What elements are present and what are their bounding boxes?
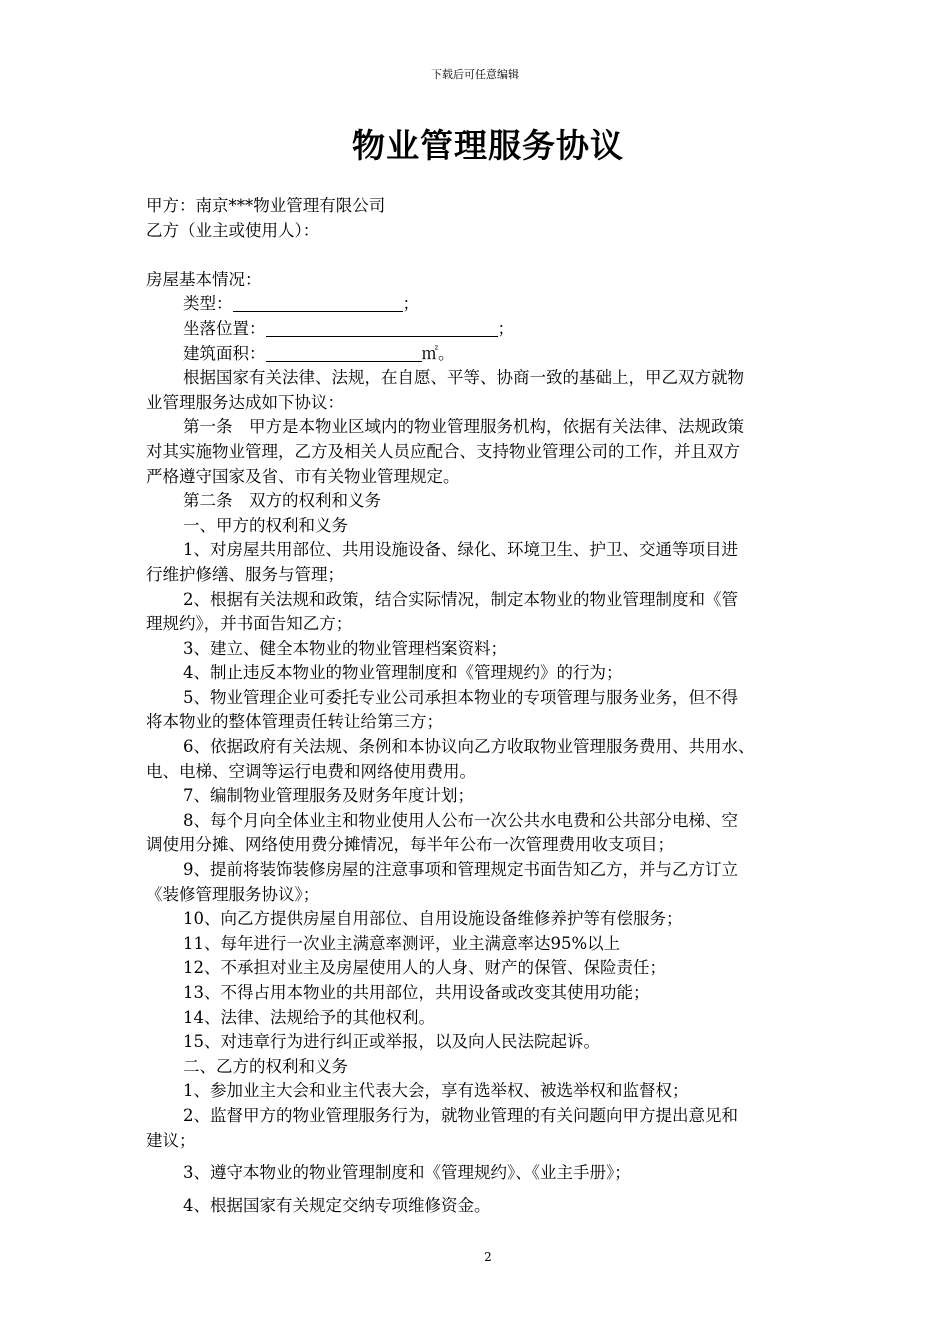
house-area-end: ㎡。 (421, 343, 455, 363)
house-location-end: ； (497, 318, 514, 338)
text-line: 2、根据有关法规和政策，结合实际情况，制定本物业的物业管理制度和《管 (183, 589, 738, 609)
text-line: 对其实施物业管理，乙方及相关人员应配合、支持物业管理公司的工作，并且双方 (146, 441, 740, 461)
text-line: 7、编制物业管理服务及财务年度计划； (183, 786, 474, 806)
text-line: 第二条 双方的权利和义务 (183, 491, 381, 511)
text-line: 11、每年进行一次业主满意率测评，业主满意率达95%以上 (183, 933, 621, 953)
text-line: 3、遵守本物业的物业管理制度和《管理规约》、《业主手册》； (183, 1163, 631, 1183)
text-line: 1、参加业主大会和业主代表大会，享有选举权、被选举权和监督权； (183, 1081, 689, 1101)
house-type-blank (233, 293, 403, 312)
house-location-blank (266, 318, 498, 337)
party-a-line: 甲方：南京***物业管理有限公司 (146, 196, 386, 215)
house-location-line (146, 317, 842, 342)
text-line: 严格遵守国家及省、市有关物业管理规定。 (146, 466, 460, 486)
text-line: 1、对房屋共用部位、共用设施设备、绿化、环境卫生、护卫、交通等项目进 (183, 540, 738, 560)
text-line: 12、不承担对业主及房屋使用人的人身、财产的保管、保险责任； (183, 958, 666, 978)
text-line: 10、向乙方提供房屋自用部位、自用设施设备维修养护等有偿服务； (183, 909, 683, 929)
text-line: 行维护修缮、服务与管理； (146, 564, 344, 584)
house-area-blank (266, 343, 422, 362)
text-line: 第一条 甲方是本物业区域内的物业管理服务机构，依据有关法律、法规政策 (183, 417, 744, 437)
page-number: 2 (484, 1250, 492, 1264)
party-b-line: 乙方（业主或使用人）： (146, 220, 320, 240)
header-note: 下载后可任意编辑 (431, 68, 519, 81)
text-line: 一、甲方的权利和义务 (183, 515, 348, 535)
house-area-line (146, 342, 842, 367)
document-title: 物业管理服务协议 (352, 126, 624, 165)
text-line: 6、依据政府有关法规、条例和本协议向乙方收取物业管理服务费用、共用水、 (183, 737, 755, 757)
house-area-label: 建筑面积： (183, 343, 266, 363)
text-line: 调使用分摊、网络使用费分摊情况，每半年公布一次管理费用收支项目； (146, 835, 674, 855)
house-location-label: 坐落位置： (183, 318, 266, 338)
text-line: 13、不得占用本物业的共用部位，共用设备或改变其使用功能； (183, 983, 650, 1002)
house-info-heading: 房屋基本情况： (146, 269, 262, 289)
house-type-end: ； (402, 294, 419, 314)
text-line: 8、每个月向全体业主和物业使用人公布一次公共水电费和公共部分电梯、空 (183, 810, 738, 830)
text-line: 4、制止违反本物业的物业管理制度和《管理规约》的行为； (183, 663, 623, 683)
house-type-line (146, 292, 842, 317)
text-line: 14、法律、法规给予的其他权利。 (183, 1007, 435, 1027)
text-line: 4、根据国家有关规定交纳专项维修资金。 (183, 1195, 491, 1215)
text-line: 理规约》，并书面告知乙方； (146, 614, 353, 634)
text-line: 3、建立、健全本物业的物业管理档案资料； (183, 638, 507, 658)
text-line: 9、提前将装饰装修房屋的注意事项和管理规定书面告知乙方，并与乙方订立 (183, 860, 738, 880)
house-type-label: 类型： (183, 294, 233, 314)
text-line: 业管理服务达成如下协议： (146, 392, 344, 412)
text-line: 电、电梯、空调等运行电费和网络使用费用。 (146, 761, 476, 781)
text-line: 15、对违章行为进行纠正或举报，以及向人民法院起诉。 (183, 1032, 600, 1052)
agreement-clauses (146, 366, 842, 1218)
document-body (146, 194, 842, 1218)
text-line: 建议； (146, 1130, 196, 1150)
text-line: 根据国家有关法律、法规，在自愿、平等、协商一致的基础上，甲乙双方就物 (183, 368, 744, 388)
text-line: 2、监督甲方的物业管理服务行为，就物业管理的有关问题向甲方提出意见和 (183, 1105, 738, 1125)
text-line: 将本物业的整体管理责任转让给第三方； (146, 712, 443, 732)
text-line: 5、物业管理企业可委托专业公司承担本物业的专项管理与服务业务，但不得 (183, 687, 738, 707)
text-line: 二、乙方的权利和义务 (183, 1056, 348, 1076)
text-line: 《装修管理服务协议》； (146, 884, 320, 904)
